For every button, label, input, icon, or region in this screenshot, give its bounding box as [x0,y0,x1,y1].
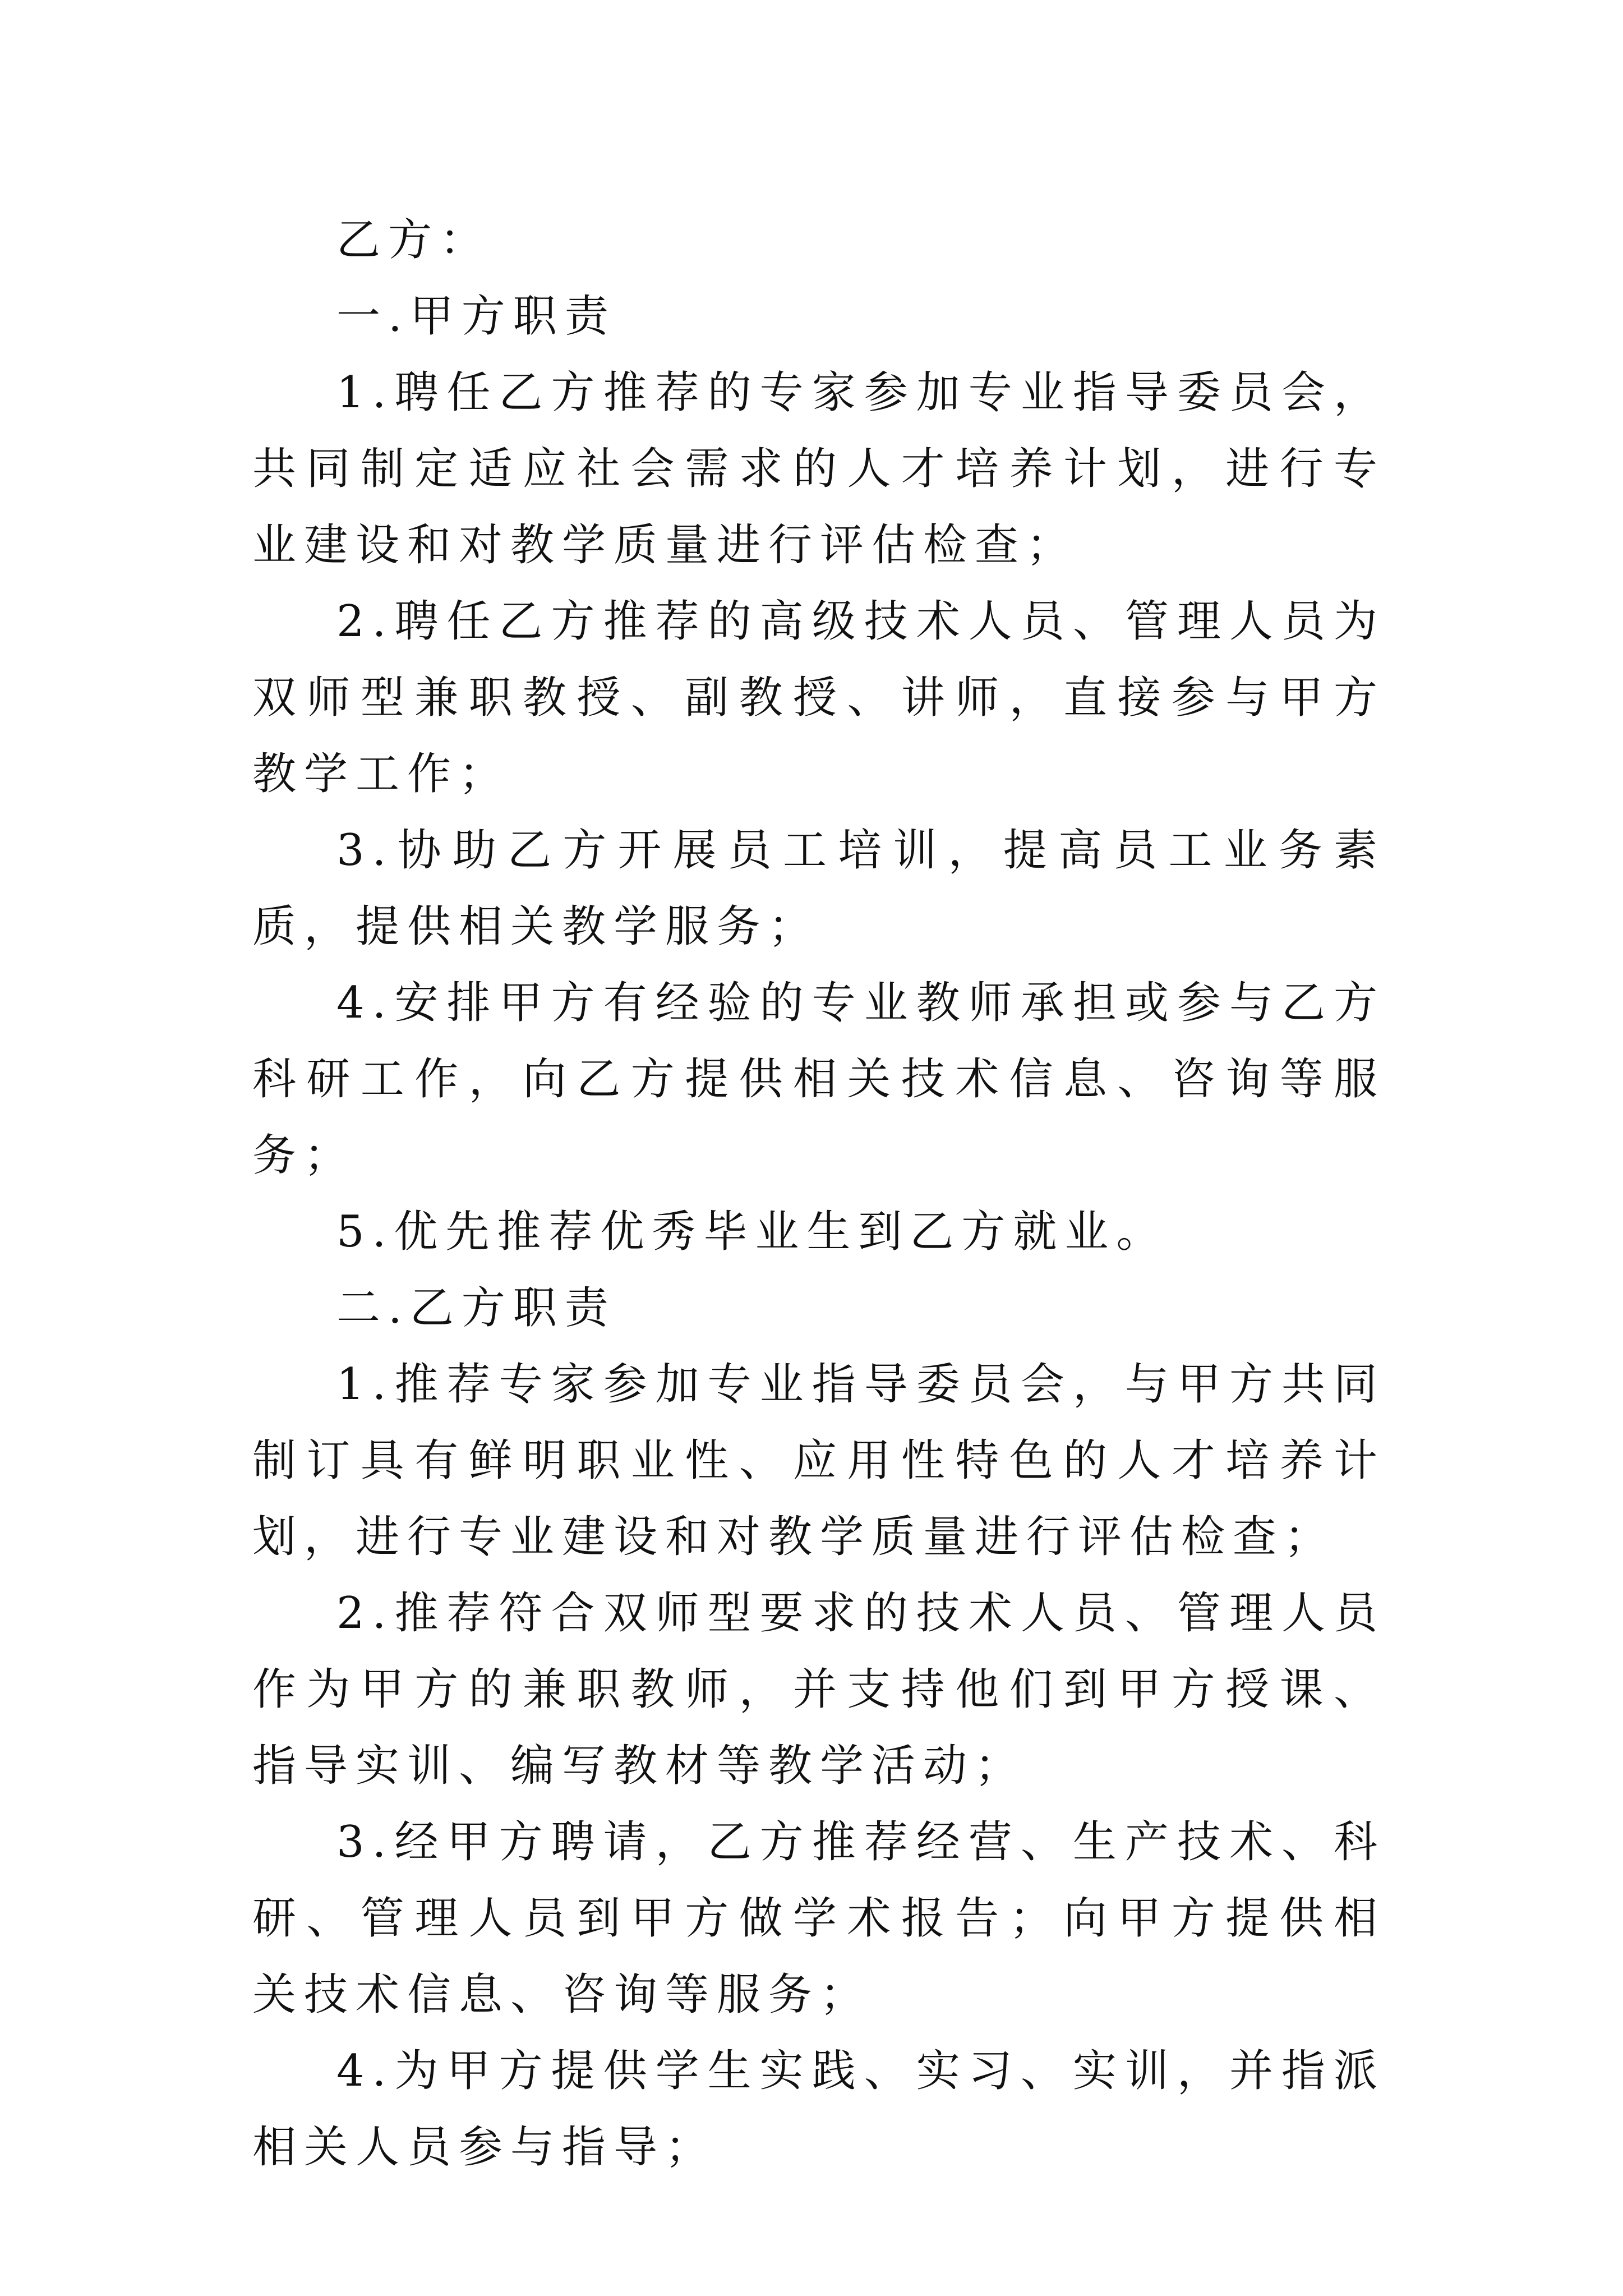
party-b-duty-1: 1.推荐专家参加专业指导委员会，与甲方共同制订具有鲜明职业性、应用性特色的人才培养计划，进行专业建设和对教学质量进行评估检查； [252,1359,1385,1562]
party-a-duty-3: 3.协助乙方开展员工培训，提高员工业务素质，提供相关教学服务； [252,825,1385,952]
party-b-duty-2: 2.推荐符合双师型要求的技术人员、管理人员作为甲方的兼职教师，并支持他们到甲方授课、指导实训、编写教材等教学活动； [252,1588,1385,1791]
party-a-duty-2: 2.聘任乙方推荐的高级技术人员、管理人员为双师型兼职教授、副教授、讲师，直接参与甲方教学工作； [252,596,1385,799]
party-a-duty-5: 5.优先推荐优秀毕业生到乙方就业。 [336,1207,1168,1257]
section-heading-party-a-duties: 一.甲方职责 [336,291,616,342]
document-body [252,202,1385,2185]
section-heading-party-b-duties: 二.乙方职责 [336,1283,616,1333]
party-a-duty-1: 1.聘任乙方推荐的专家参加专业指导委员会，共同制定适应社会需求的人才培养计划，进行专业建设和对教学质量进行评估检查； [252,367,1385,570]
party-a-duty-4: 4.安排甲方有经验的专业教师承担或参与乙方科研工作，向乙方提供相关技术信息、咨询等服务； [252,978,1385,1181]
party-b-duty-3: 3.经甲方聘请，乙方推荐经营、生产技术、科研、管理人员到甲方做学术报告；向甲方提供相关技术信息、咨询等服务； [252,1817,1385,2020]
party-b-duty-4: 4.为甲方提供学生实践、实习、实训，并指派相关人员参与指导； [252,2046,1385,2173]
party-b-label: 乙方： [336,215,492,265]
